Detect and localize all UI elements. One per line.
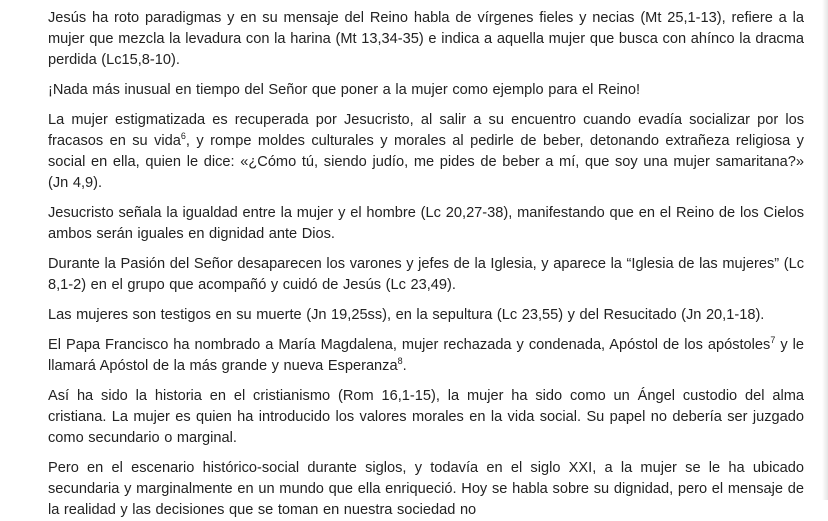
paragraph-text: , y rompe moldes culturales y morales al pedirle de beber, detonando extrañeza religiosa y social en ella, quien le dice: «¿Cómo tú, siendo judío, me pides de beber a mí, que soy una mujer samaritana?» (Jn 4,9). [48,133,804,191]
paragraph-history: Así ha sido la historia en el cristianismo (Rom 16,1-15), la mujer ha sido como un Ángel custodio del alma cristiana. La mujer es quien ha introducido los valores morales en la vida social. Su papel no debería ser juzgado como secundario o marginal. [48,388,804,446]
paragraph-equality: Jesucristo señala la igualdad entre la mujer y el hombre (Lc 20,27-38), manifestando que en el Reino de los Cielos ambos serán iguales en dignidad ante Dios. [48,205,804,242]
paragraph-passion: Durante la Pasión del Señor desaparecen los varones y jefes de la Iglesia, y aparece la “Iglesia de las mujeres” (Lc 8,1-2) en el grupo que acompañó y cuidó de Jesús (Lc 23,49). [48,256,804,293]
paragraph-society: Pero en el escenario histórico-social durante siglos, y todavía en el siglo XXI, a la mujer se le ha ubicado secundaria y marginalmente en un mundo que ella enriqueció. Hoy se habla sobre su dignidad, pero el mensaje de la realidad y las decisiones que se toman en nuestra sociedad no [48,460,804,518]
footnote-marker: 6 [180,131,186,142]
paragraph-text: El Papa Francisco ha nombrado a María Magdalena, mujer rechazada y condenada, Apóstol de los apóstoles [48,337,771,353]
paragraph-text: . [402,358,407,374]
footnote-marker: 8 [397,356,403,367]
page-edge-shadow [822,0,828,500]
paragraph-samaritan-woman [48,110,804,194]
paragraph-witnesses: Las mujeres son testigos en su muerte (Jn 19,25ss), en la sepultura (Lc 23,55) y del Resucitado (Jn 20,1-18). [48,307,765,323]
paragraph-exclamation: ¡Nada más inusual en tiempo del Señor que poner a la mujer como ejemplo para el Reino! [48,82,641,98]
paragraph-text: y le llamará Apóstol de la más grande y nueva Esperanza [48,337,804,374]
footnote-marker: 7 [770,335,776,346]
paragraph-text: La mujer estigmatizada es recuperada por Jesucristo, al salir a su encuentro cuando evadía socializar por los fracasos en su vida [48,112,804,149]
paragraph-magdalene [48,335,804,377]
paragraph-parables: Jesús ha roto paradigmas y en su mensaje del Reino habla de vírgenes fieles y necias (Mt 25,1-13), refiere a la mujer que mezcla la levadura con la harina (Mt 13,34-35) e indica a aquella mujer que busca con ahínco la dracma perdida (Lc15,8-10). [48,10,804,68]
